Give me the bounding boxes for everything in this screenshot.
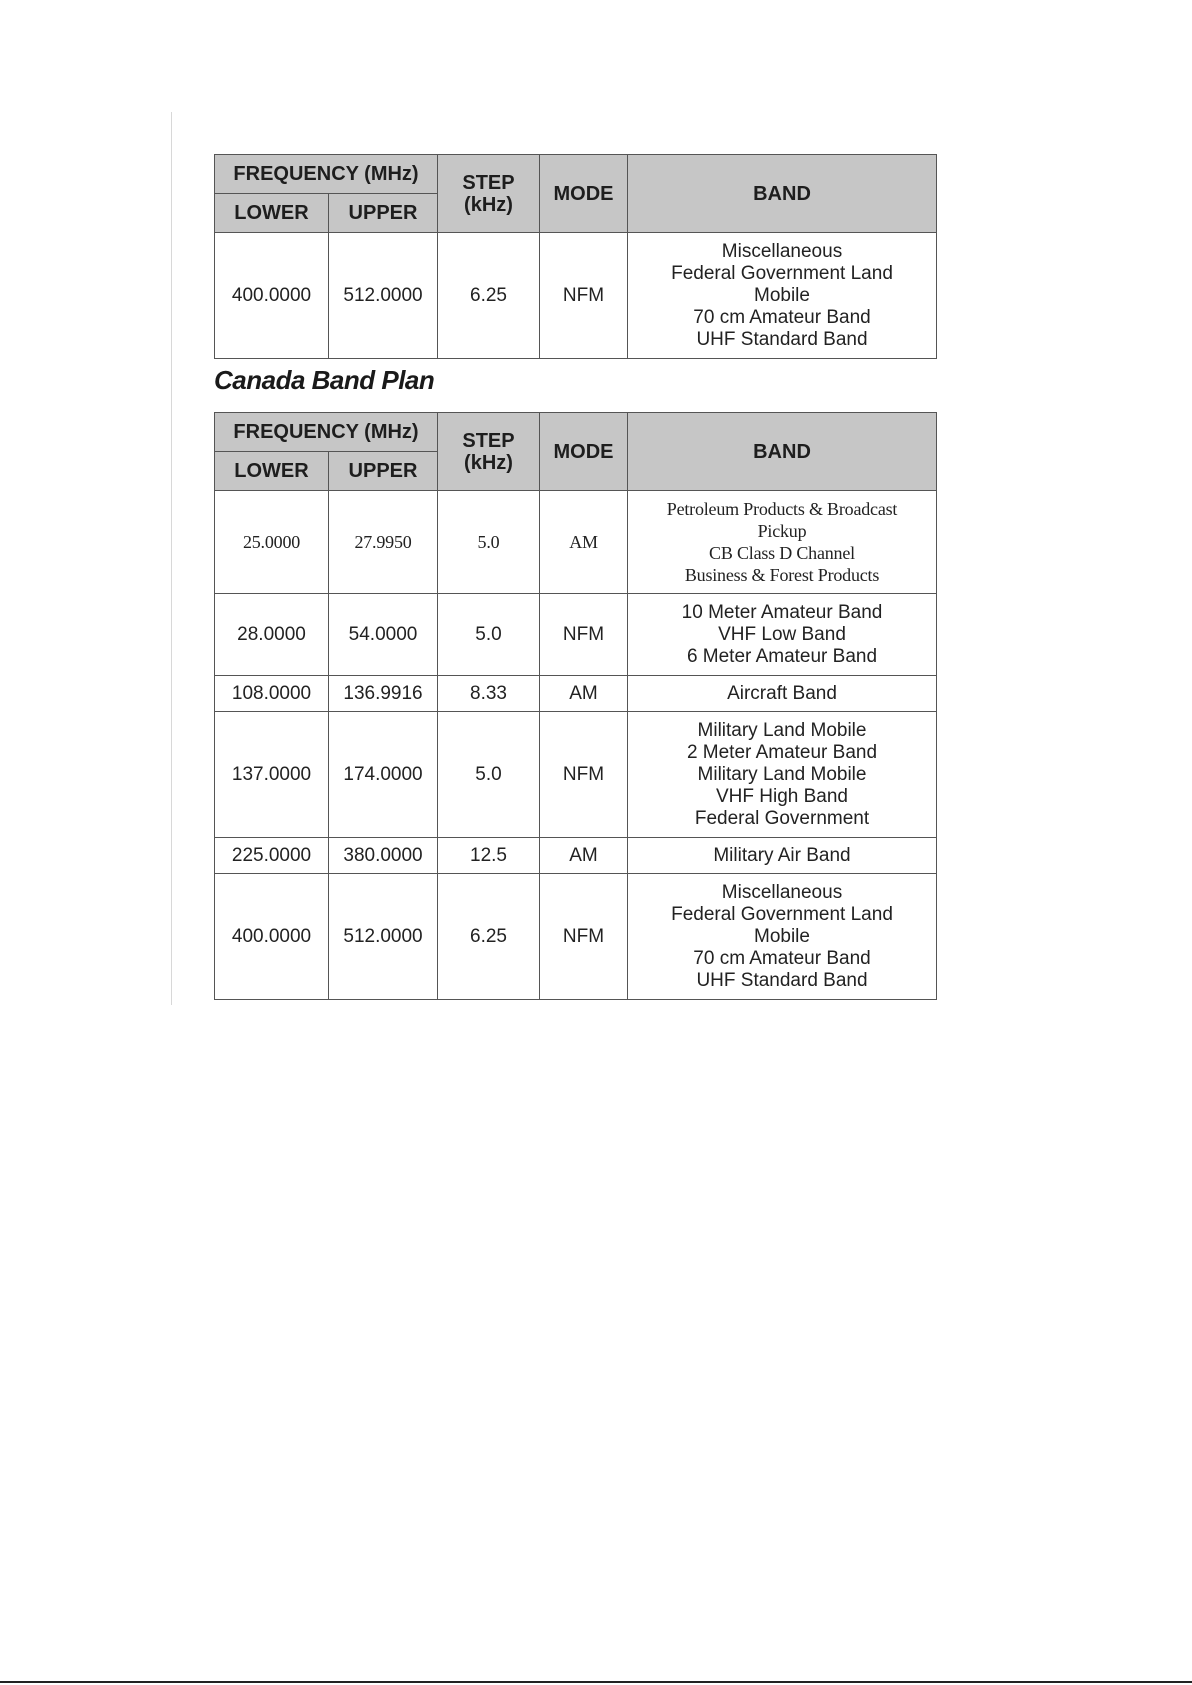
page-margin-rule <box>171 112 172 1005</box>
header-step-unit: (kHz) <box>464 451 513 474</box>
cell-lower: 225.0000 <box>215 838 329 874</box>
header-frequency: FREQUENCY (MHz) <box>215 413 438 452</box>
band-line: Federal Government <box>694 807 870 829</box>
header-lower: LOWER <box>215 194 329 233</box>
header-upper: UPPER <box>329 194 438 233</box>
cell-band <box>628 838 937 874</box>
table-row <box>215 676 937 712</box>
cell-mode: AM <box>540 491 628 594</box>
cell-lower: 108.0000 <box>215 676 329 712</box>
cell-upper: 512.0000 <box>329 874 438 1000</box>
band-line: Petroleum Products & Broadcast <box>666 499 898 519</box>
header-mode: MODE <box>540 155 628 233</box>
cell-lower: 28.0000 <box>215 594 329 676</box>
band-line: Miscellaneous <box>721 240 843 262</box>
cell-step: 5.0 <box>438 594 540 676</box>
band-line: Military Land Mobile <box>697 763 867 785</box>
band-line: 6 Meter Amateur Band <box>686 645 878 667</box>
header-lower: LOWER <box>215 452 329 491</box>
band-line: CB Class D Channel <box>709 543 855 563</box>
band-line: Pickup <box>757 521 807 541</box>
band-line: Military Land Mobile <box>697 719 867 741</box>
band-line: 70 cm Amateur Band <box>693 306 871 328</box>
header-step <box>438 413 540 491</box>
table-row <box>215 491 937 594</box>
cell-upper: 380.0000 <box>329 838 438 874</box>
cell-lower: 400.0000 <box>215 233 329 359</box>
cell-mode: AM <box>540 676 628 712</box>
cell-step: 6.25 <box>438 874 540 1000</box>
header-step-unit: (kHz) <box>464 193 513 216</box>
cell-band <box>628 233 937 359</box>
band-line: Mobile <box>754 284 810 306</box>
cell-lower: 137.0000 <box>215 712 329 838</box>
band-line: 10 Meter Amateur Band <box>681 601 883 623</box>
header-step-label: STEP <box>462 171 515 194</box>
table-row <box>215 712 937 838</box>
cell-upper: 27.9950 <box>329 491 438 594</box>
header-mode: MODE <box>540 413 628 491</box>
cell-upper: 512.0000 <box>329 233 438 359</box>
cell-step: 6.25 <box>438 233 540 359</box>
header-upper: UPPER <box>329 452 438 491</box>
band-line: Aircraft Band <box>727 682 837 704</box>
cell-upper: 136.9916 <box>329 676 438 712</box>
cell-step: 5.0 <box>438 491 540 594</box>
page-bottom-rule <box>0 1681 1192 1683</box>
band-line: Federal Government Land <box>671 262 893 284</box>
band-line: Federal Government Land <box>671 903 893 925</box>
cell-upper: 54.0000 <box>329 594 438 676</box>
cell-band <box>628 491 937 594</box>
header-band: BAND <box>628 413 937 491</box>
cell-step: 12.5 <box>438 838 540 874</box>
cell-step: 5.0 <box>438 712 540 838</box>
cell-band <box>628 594 937 676</box>
band-line: 70 cm Amateur Band <box>693 947 871 969</box>
cell-band <box>628 712 937 838</box>
cell-band <box>628 874 937 1000</box>
band-line: UHF Standard Band <box>696 328 868 350</box>
cell-lower: 400.0000 <box>215 874 329 1000</box>
band-line: Mobile <box>754 925 810 947</box>
band-plan-table-canada <box>214 412 937 1000</box>
cell-band <box>628 676 937 712</box>
cell-mode: AM <box>540 838 628 874</box>
cell-step: 8.33 <box>438 676 540 712</box>
table-row <box>215 874 937 1000</box>
cell-mode: NFM <box>540 233 628 359</box>
band-line: UHF Standard Band <box>696 969 868 991</box>
band-line: VHF High Band <box>715 785 848 807</box>
cell-mode: NFM <box>540 594 628 676</box>
band-line: Business & Forest Products <box>684 565 880 585</box>
band-line: Military Air Band <box>713 844 851 866</box>
band-plan-table-top <box>214 154 937 359</box>
band-line: 2 Meter Amateur Band <box>686 741 878 763</box>
band-line: VHF Low Band <box>718 623 846 645</box>
header-step <box>438 155 540 233</box>
table-row <box>215 233 937 359</box>
section-heading-canada: Canada Band Plan <box>214 365 435 395</box>
cell-mode: NFM <box>540 874 628 1000</box>
header-band: BAND <box>628 155 937 233</box>
table-body-canada <box>215 491 937 1000</box>
band-line: Miscellaneous <box>721 881 843 903</box>
table-row <box>215 594 937 676</box>
cell-mode: NFM <box>540 712 628 838</box>
header-frequency: FREQUENCY (MHz) <box>215 155 438 194</box>
table-body-top <box>215 233 937 359</box>
header-step-label: STEP <box>462 429 515 452</box>
table-row <box>215 838 937 874</box>
cell-lower: 25.0000 <box>215 491 329 594</box>
cell-upper: 174.0000 <box>329 712 438 838</box>
